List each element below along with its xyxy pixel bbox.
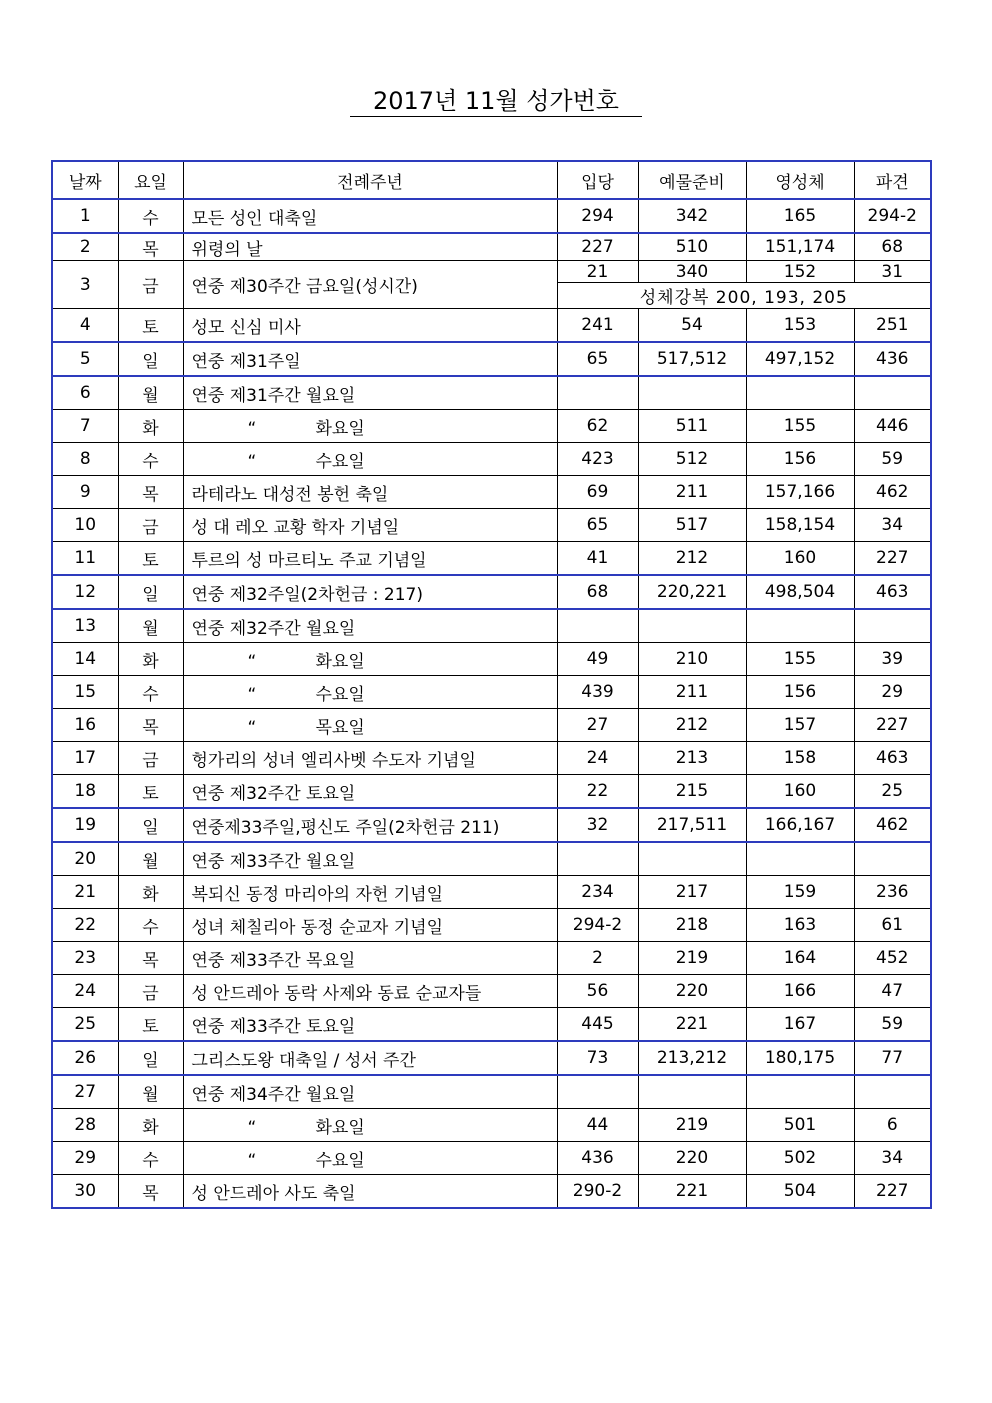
weekday-cell: 월 [118,376,183,410]
header-weekday: 요일 [118,161,183,199]
weekday-cell: 토 [118,775,183,809]
date-cell: 29 [52,1142,118,1175]
header-communion: 영성체 [746,161,854,199]
ditto-mark: “ [247,451,257,472]
date-cell: 21 [52,876,118,909]
date-cell: 11 [52,542,118,576]
liturgy-text: 화요일 [315,1117,365,1138]
communion-cell: 160 [746,775,854,809]
liturgy-cell [183,709,557,742]
entrance-cell: 62 [557,410,638,443]
weekday-cell: 일 [118,1041,183,1075]
header-offertory: 예물준비 [638,161,746,199]
liturgy-text: 수요일 [315,451,365,472]
weekday-cell: 월 [118,1075,183,1109]
communion-cell: 155 [746,410,854,443]
entrance-cell: 21 [557,261,638,283]
offertory-cell: 215 [638,775,746,809]
dismissal-cell: 59 [854,443,931,476]
liturgy-text: 수요일 [315,684,365,705]
dismissal-cell: 446 [854,410,931,443]
liturgy-cell: 연중 제31주일 [183,342,557,376]
liturgy-cell [183,676,557,709]
offertory-cell: 219 [638,942,746,975]
offertory-cell: 220,221 [638,575,746,609]
table-row [52,975,931,1008]
weekday-cell: 금 [118,509,183,542]
weekday-cell: 화 [118,1109,183,1142]
liturgy-cell [183,410,557,443]
communion-cell: 501 [746,1109,854,1142]
communion-cell [746,842,854,876]
ditto-mark: “ [247,418,257,439]
dismissal-cell [854,1075,931,1109]
offertory-cell: 210 [638,643,746,676]
communion-cell: 157 [746,709,854,742]
date-cell: 24 [52,975,118,1008]
offertory-cell: 517 [638,509,746,542]
offertory-cell: 217,511 [638,808,746,842]
table-row [52,1008,931,1042]
entrance-cell: 27 [557,709,638,742]
dismissal-cell: 436 [854,342,931,376]
offertory-cell: 342 [638,199,746,233]
liturgy-cell: 연중 제32주간 토요일 [183,775,557,809]
dismissal-cell: 227 [854,542,931,576]
dismissal-cell: 77 [854,1041,931,1075]
table-row [52,942,931,975]
date-cell: 1 [52,199,118,233]
communion-cell: 156 [746,676,854,709]
table-body [52,199,931,1208]
liturgy-cell [183,1142,557,1175]
table-row [52,509,931,542]
weekday-cell: 수 [118,199,183,233]
liturgy-cell: 연중 제32주일(2차헌금 : 217) [183,575,557,609]
weekday-cell: 화 [118,643,183,676]
table-row [52,1075,931,1109]
weekday-cell: 일 [118,575,183,609]
communion-cell: 167 [746,1008,854,1042]
offertory-cell: 212 [638,709,746,742]
offertory-cell: 213,212 [638,1041,746,1075]
date-cell: 6 [52,376,118,410]
dismissal-cell [854,376,931,410]
entrance-cell: 439 [557,676,638,709]
offertory-cell: 510 [638,233,746,261]
page-title: 2017년 11월 성가번호 [373,87,619,115]
communion-cell: 497,152 [746,342,854,376]
weekday-cell: 수 [118,1142,183,1175]
liturgy-cell: 헝가리의 성녀 엘리사벳 수도자 기념일 [183,742,557,775]
dismissal-cell: 462 [854,808,931,842]
weekday-cell: 수 [118,443,183,476]
dismissal-cell: 61 [854,909,931,942]
header-dismissal: 파견 [854,161,931,199]
table-row [52,1041,931,1075]
entrance-cell: 294-2 [557,909,638,942]
ditto-mark: “ [247,717,257,738]
dismissal-cell: 463 [854,575,931,609]
dismissal-cell: 31 [854,261,931,283]
entrance-cell [557,376,638,410]
liturgy-text: 화요일 [315,651,365,672]
table-row [52,376,931,410]
dismissal-cell: 68 [854,233,931,261]
dismissal-cell [854,842,931,876]
weekday-cell: 목 [118,233,183,261]
liturgy-text: 화요일 [315,418,365,439]
liturgy-cell: 복되신 동정 마리아의 자헌 기념일 [183,876,557,909]
liturgy-cell: 연중제33주일,평신도 주일(2차헌금 211) [183,808,557,842]
communion-cell: 498,504 [746,575,854,609]
weekday-cell: 월 [118,609,183,643]
communion-cell [746,1075,854,1109]
table-row [52,775,931,809]
table-row [52,261,931,283]
ditto-mark: “ [247,1117,257,1138]
entrance-cell: 49 [557,643,638,676]
liturgy-cell: 연중 제30주간 금요일(성시간) [183,261,557,309]
weekday-cell: 토 [118,542,183,576]
weekday-cell: 화 [118,410,183,443]
table-row [52,476,931,509]
date-cell: 7 [52,410,118,443]
liturgy-cell: 투르의 성 마르티노 주교 기념일 [183,542,557,576]
table-row [52,309,931,343]
table-row [52,342,931,376]
entrance-cell: 65 [557,342,638,376]
date-cell: 12 [52,575,118,609]
weekday-cell: 일 [118,808,183,842]
dismissal-cell: 227 [854,709,931,742]
offertory-cell: 511 [638,410,746,443]
liturgy-cell [183,1109,557,1142]
offertory-cell: 221 [638,1175,746,1209]
entrance-cell [557,842,638,876]
dismissal-cell: 59 [854,1008,931,1042]
table-row [52,643,931,676]
dismissal-cell [854,609,931,643]
offertory-cell: 211 [638,676,746,709]
communion-cell: 159 [746,876,854,909]
dismissal-cell: 39 [854,643,931,676]
entrance-cell: 24 [557,742,638,775]
dismissal-cell: 452 [854,942,931,975]
communion-cell: 166,167 [746,808,854,842]
weekday-cell: 토 [118,1008,183,1042]
title-underline [350,116,642,117]
communion-cell: 165 [746,199,854,233]
table-row [52,542,931,576]
dismissal-cell: 29 [854,676,931,709]
liturgy-text: 수요일 [315,1150,365,1171]
table-row [52,609,931,643]
table-row [52,709,931,742]
weekday-cell: 수 [118,676,183,709]
entrance-cell: 2 [557,942,638,975]
entrance-cell [557,1075,638,1109]
dismissal-cell: 34 [854,1142,931,1175]
table-row [52,233,931,261]
dismissal-cell: 25 [854,775,931,809]
dismissal-cell: 294-2 [854,199,931,233]
communion-cell: 504 [746,1175,854,1209]
communion-cell: 152 [746,261,854,283]
date-cell: 18 [52,775,118,809]
weekday-cell: 목 [118,476,183,509]
header-entrance: 입당 [557,161,638,199]
offertory-cell: 217 [638,876,746,909]
entrance-cell [557,609,638,643]
ditto-mark: “ [247,651,257,672]
date-cell: 3 [52,261,118,309]
entrance-cell: 22 [557,775,638,809]
table-row [52,742,931,775]
entrance-cell: 56 [557,975,638,1008]
table-row [52,1175,931,1209]
date-cell: 23 [52,942,118,975]
table-row [52,676,931,709]
hymn-schedule-table [51,160,932,1209]
date-cell: 14 [52,643,118,676]
entrance-cell: 69 [557,476,638,509]
date-cell: 13 [52,609,118,643]
table-row [52,443,931,476]
weekday-cell: 금 [118,742,183,775]
offertory-cell: 218 [638,909,746,942]
weekday-cell: 금 [118,261,183,309]
table-row [52,808,931,842]
dismissal-cell: 47 [854,975,931,1008]
offertory-cell [638,376,746,410]
table-row [52,410,931,443]
communion-cell: 157,166 [746,476,854,509]
liturgy-cell: 연중 제33주간 토요일 [183,1008,557,1042]
entrance-cell: 423 [557,443,638,476]
date-cell: 9 [52,476,118,509]
entrance-cell: 290-2 [557,1175,638,1209]
table-row [52,842,931,876]
liturgy-cell: 연중 제31주간 월요일 [183,376,557,410]
date-cell: 19 [52,808,118,842]
entrance-cell: 227 [557,233,638,261]
table-row [52,1109,931,1142]
weekday-cell: 목 [118,1175,183,1209]
offertory-cell: 211 [638,476,746,509]
offertory-cell: 213 [638,742,746,775]
header-liturgy: 전례주년 [183,161,557,199]
communion-cell: 160 [746,542,854,576]
liturgy-cell: 모든 성인 대축일 [183,199,557,233]
offertory-cell: 212 [638,542,746,576]
offertory-cell: 54 [638,309,746,343]
date-cell: 4 [52,309,118,343]
entrance-cell: 241 [557,309,638,343]
offertory-cell: 220 [638,975,746,1008]
liturgy-cell [183,643,557,676]
communion-cell [746,376,854,410]
liturgy-cell: 연중 제33주간 월요일 [183,842,557,876]
offertory-cell [638,842,746,876]
liturgy-cell: 그리스도왕 대축일 / 성서 주간 [183,1041,557,1075]
date-cell: 2 [52,233,118,261]
communion-cell: 166 [746,975,854,1008]
offertory-cell [638,1075,746,1109]
entrance-cell: 445 [557,1008,638,1042]
ditto-mark: “ [247,1150,257,1171]
table-row [52,199,931,233]
entrance-cell: 234 [557,876,638,909]
benediction-note: 성체강복 200, 193, 205 [557,283,931,309]
liturgy-cell [183,443,557,476]
communion-cell: 158,154 [746,509,854,542]
entrance-cell: 41 [557,542,638,576]
dismissal-cell: 227 [854,1175,931,1209]
weekday-cell: 토 [118,309,183,343]
date-cell: 27 [52,1075,118,1109]
dismissal-cell: 462 [854,476,931,509]
table-row [52,876,931,909]
communion-cell: 153 [746,309,854,343]
communion-cell: 163 [746,909,854,942]
communion-cell: 180,175 [746,1041,854,1075]
date-cell: 17 [52,742,118,775]
weekday-cell: 목 [118,942,183,975]
weekday-cell: 금 [118,975,183,1008]
date-cell: 5 [52,342,118,376]
dismissal-cell: 463 [854,742,931,775]
liturgy-cell: 연중 제34주간 월요일 [183,1075,557,1109]
offertory-cell [638,609,746,643]
dismissal-cell: 6 [854,1109,931,1142]
entrance-cell: 436 [557,1142,638,1175]
table-row [52,575,931,609]
communion-cell: 156 [746,443,854,476]
liturgy-cell: 성녀 체칠리아 동정 순교자 기념일 [183,909,557,942]
entrance-cell: 73 [557,1041,638,1075]
entrance-cell: 65 [557,509,638,542]
liturgy-cell: 위령의 날 [183,233,557,261]
liturgy-cell: 성 안드레아 사도 축일 [183,1175,557,1209]
liturgy-cell: 성 안드레아 동락 사제와 동료 순교자들 [183,975,557,1008]
communion-cell: 164 [746,942,854,975]
header-row [52,161,931,199]
dismissal-cell: 236 [854,876,931,909]
date-cell: 8 [52,443,118,476]
weekday-cell: 일 [118,342,183,376]
date-cell: 15 [52,676,118,709]
communion-cell [746,609,854,643]
weekday-cell: 화 [118,876,183,909]
header-date: 날짜 [52,161,118,199]
entrance-cell: 32 [557,808,638,842]
liturgy-cell: 성모 신심 미사 [183,309,557,343]
communion-cell: 155 [746,643,854,676]
date-cell: 20 [52,842,118,876]
weekday-cell: 월 [118,842,183,876]
dismissal-cell: 34 [854,509,931,542]
liturgy-cell: 라테라노 대성전 봉헌 축일 [183,476,557,509]
date-cell: 28 [52,1109,118,1142]
table-row [52,1142,931,1175]
liturgy-text: 목요일 [315,717,365,738]
offertory-cell: 221 [638,1008,746,1042]
dismissal-cell: 251 [854,309,931,343]
entrance-cell: 68 [557,575,638,609]
ditto-mark: “ [247,684,257,705]
liturgy-cell: 연중 제33주간 목요일 [183,942,557,975]
offertory-cell: 220 [638,1142,746,1175]
weekday-cell: 수 [118,909,183,942]
liturgy-cell: 성 대 레오 교황 학자 기념일 [183,509,557,542]
date-cell: 16 [52,709,118,742]
liturgy-cell: 연중 제32주간 월요일 [183,609,557,643]
weekday-cell: 목 [118,709,183,742]
date-cell: 10 [52,509,118,542]
date-cell: 25 [52,1008,118,1042]
offertory-cell: 340 [638,261,746,283]
offertory-cell: 517,512 [638,342,746,376]
entrance-cell: 44 [557,1109,638,1142]
date-cell: 30 [52,1175,118,1209]
date-cell: 26 [52,1041,118,1075]
entrance-cell: 294 [557,199,638,233]
communion-cell: 502 [746,1142,854,1175]
communion-cell: 158 [746,742,854,775]
offertory-cell: 512 [638,443,746,476]
table-row [52,909,931,942]
date-cell: 22 [52,909,118,942]
communion-cell: 151,174 [746,233,854,261]
offertory-cell: 219 [638,1109,746,1142]
